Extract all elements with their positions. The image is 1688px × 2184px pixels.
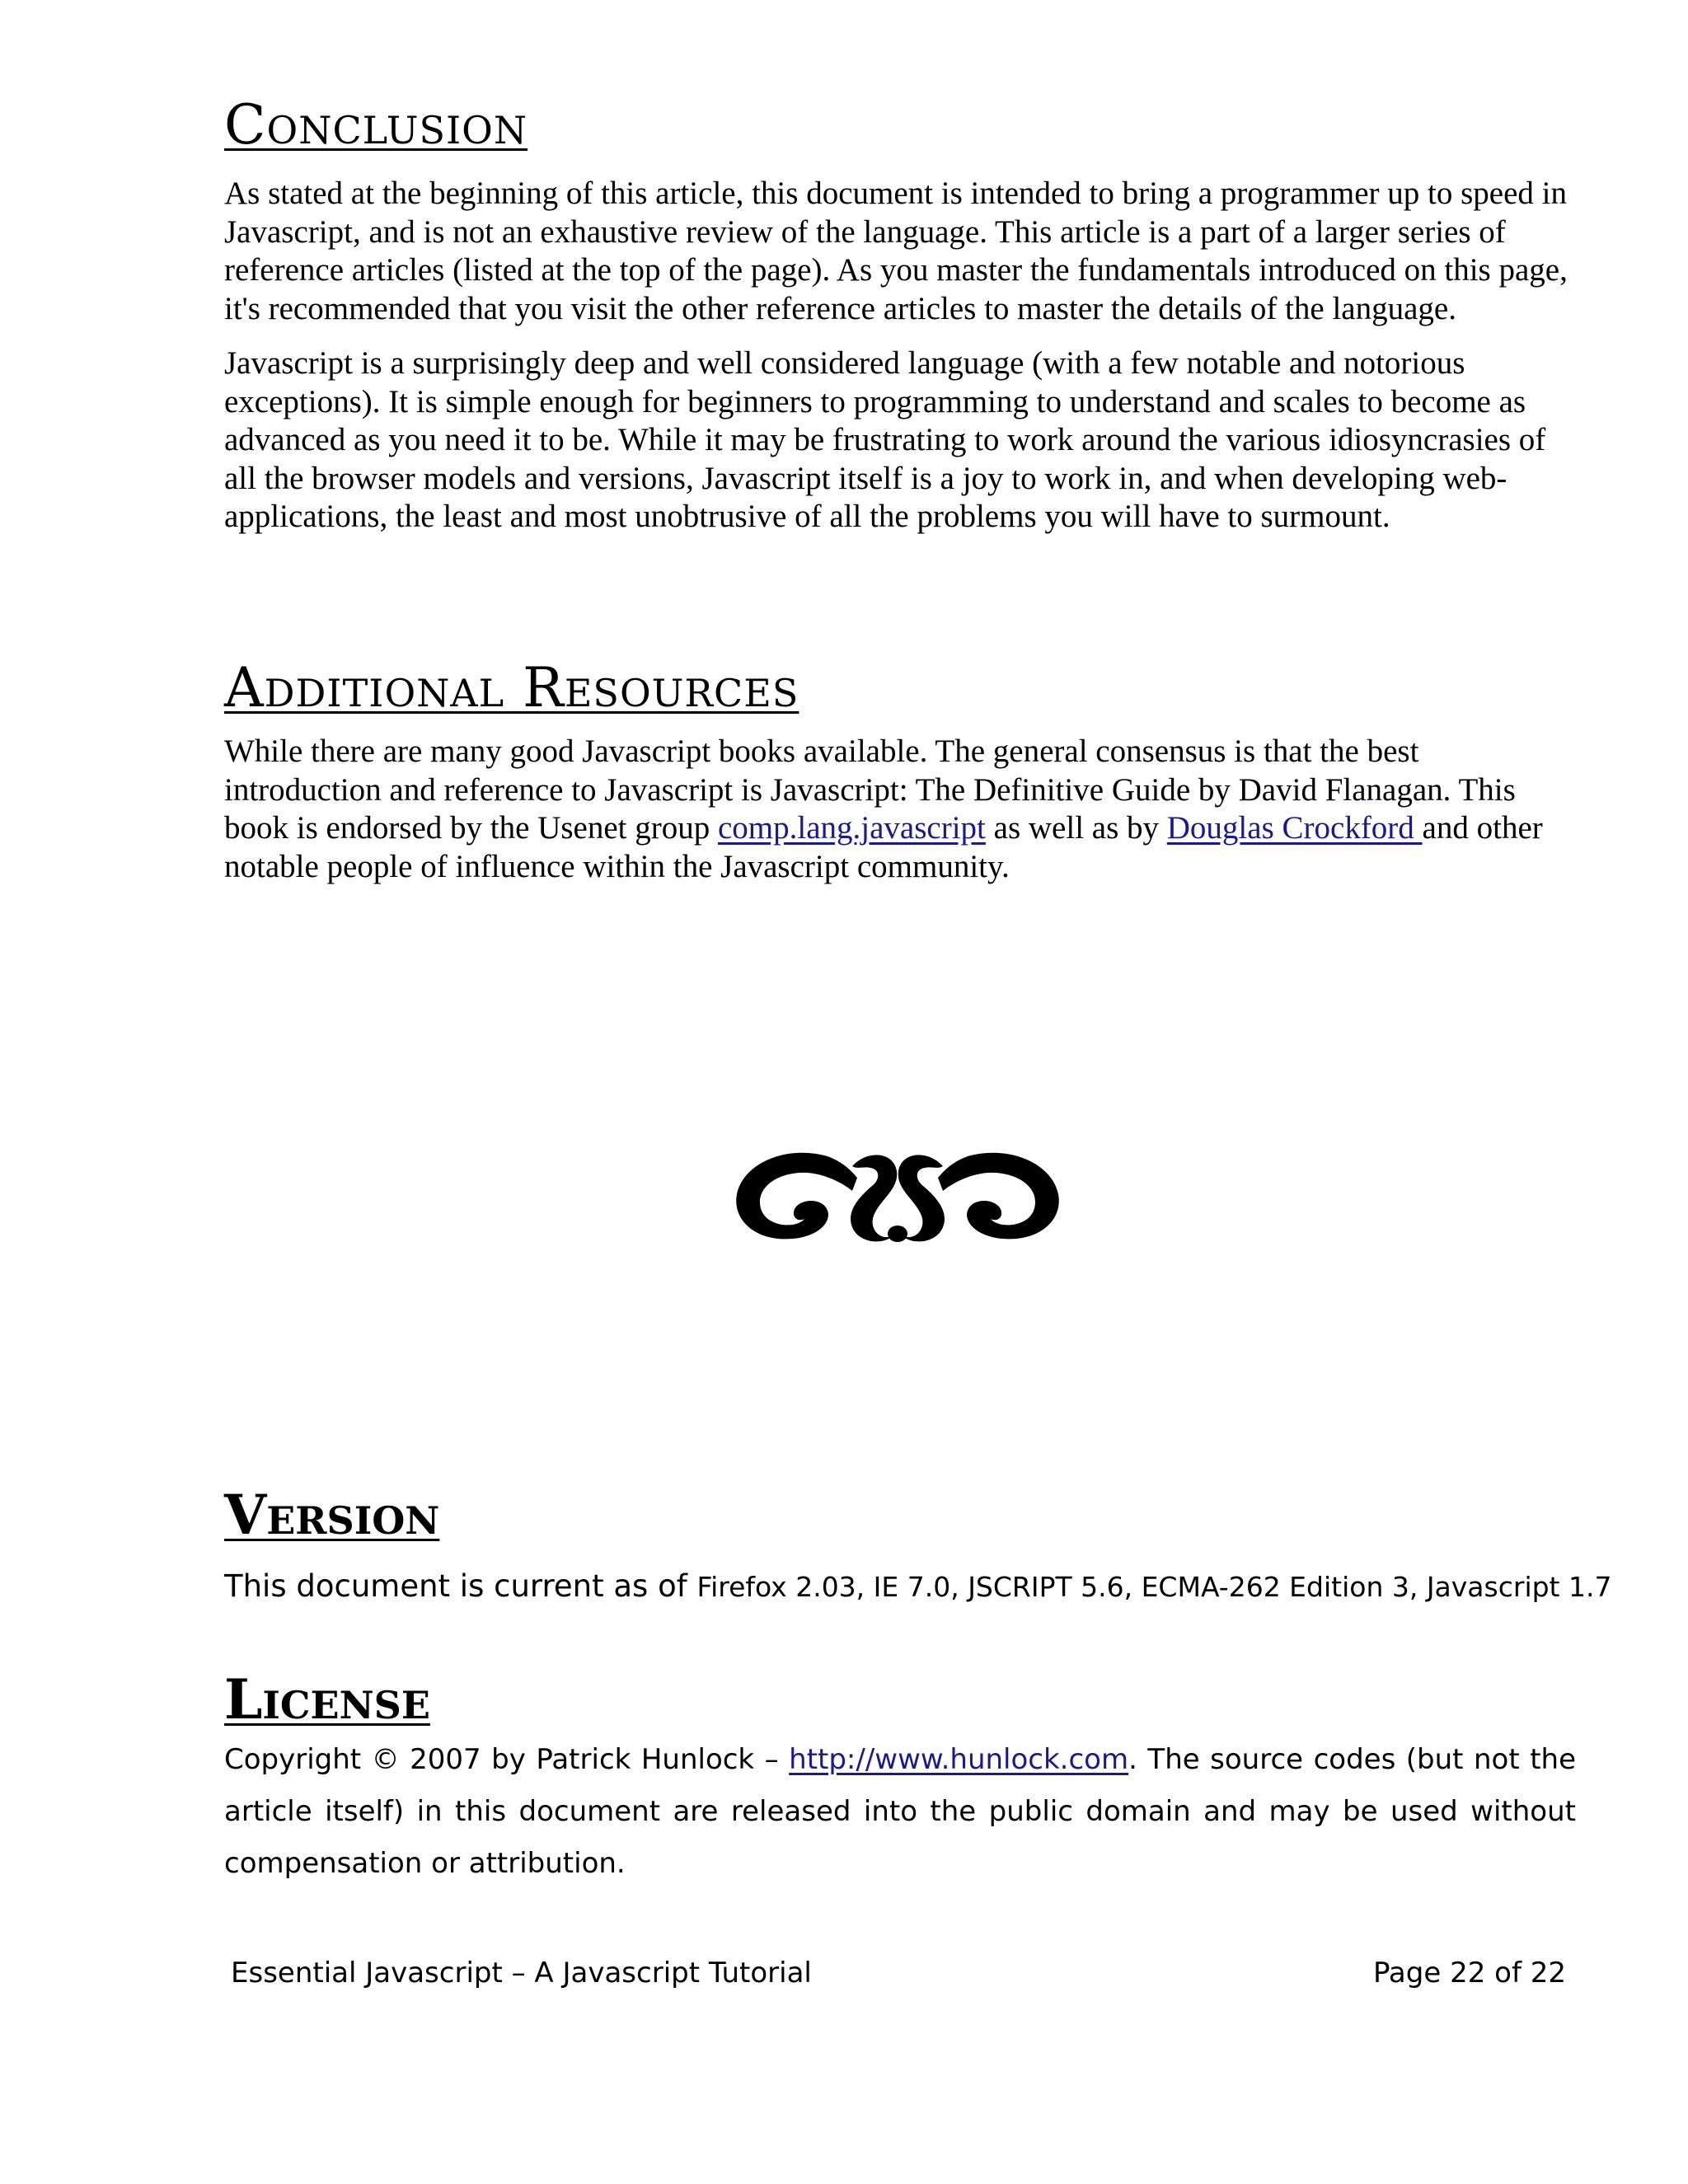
conclusion-paragraph-1: As stated at the beginning of this article, this document is intended to bring a programmer up to speed in Javascript, and is not an exhaustive review of the language. This article is a part of a larger series of reference articles (listed at the top of the page). As you master the fundamentals introduced on this page, it's recommended that you visit the other reference articles to master the details of the language. (224, 176, 1568, 326)
hunlock-website-link[interactable]: http://www.hunlock.com (789, 1743, 1129, 1776)
conclusion-section (224, 92, 1576, 537)
conclusion-heading: Conclusion (224, 93, 528, 157)
license-paragraph (224, 1734, 1576, 1890)
conclusion-paragraph-2: Javascript is a surprisingly deep and well considered language (with a few notable and notorious exceptions). It is simple enough for beginners to programming to understand and scales to become as advanced as you need it to be. While it may be frustrating to work around the various idiosyncrasies of all the browser models and versions, Javascript itself is a joy to work in, and when developing web-applications, the least and most unobtrusive of all the problems you will have to surmount. (224, 345, 1546, 534)
resources-paragraph (224, 733, 1576, 886)
license-text-before: Copyright © 2007 by Patrick Hunlock – (224, 1743, 790, 1776)
version-heading: Version (224, 1483, 440, 1547)
resources-text-before: While there are many good Javascript books available. The general consensus is that the best introduction and reference to Javascript is Javascript: The Definitive Guide by David Flanagan. This book is endorsed by the Usenet group (224, 733, 1516, 846)
resources-text-after: and other notable people of influence within the Javascript community. (224, 810, 1543, 884)
license-heading: License (224, 1667, 430, 1732)
resources-text-middle: as well as by (985, 810, 1167, 846)
resources-heading: Additional Resources (224, 656, 799, 719)
footer-title: Essential Javascript – A Javascript Tutorial (231, 1957, 812, 1990)
version-section (224, 1482, 1612, 1608)
resources-section (224, 655, 1576, 886)
license-text-after: . The source codes (but not the article itself) in this document are released into the public domain and may be used without compensation or attribution. (224, 1743, 1576, 1880)
version-details: Firefox 2.03, IE 7.0, JSCRIPT 5.6, ECMA-262 Edition 3, Javascript 1.7 (696, 1571, 1612, 1603)
license-section (224, 1666, 1576, 1890)
fleuron-ornament-icon (729, 1141, 1067, 1249)
douglas-crockford-link[interactable]: Douglas Crockford (1166, 810, 1423, 846)
page-number: Page 22 of 22 (1372, 1957, 1566, 1990)
comp-lang-javascript-link[interactable]: comp.lang.javascript (717, 810, 986, 846)
version-lead: This document is current as of (224, 1568, 697, 1604)
version-statement (224, 1566, 1612, 1608)
page-footer (231, 1955, 1566, 1991)
